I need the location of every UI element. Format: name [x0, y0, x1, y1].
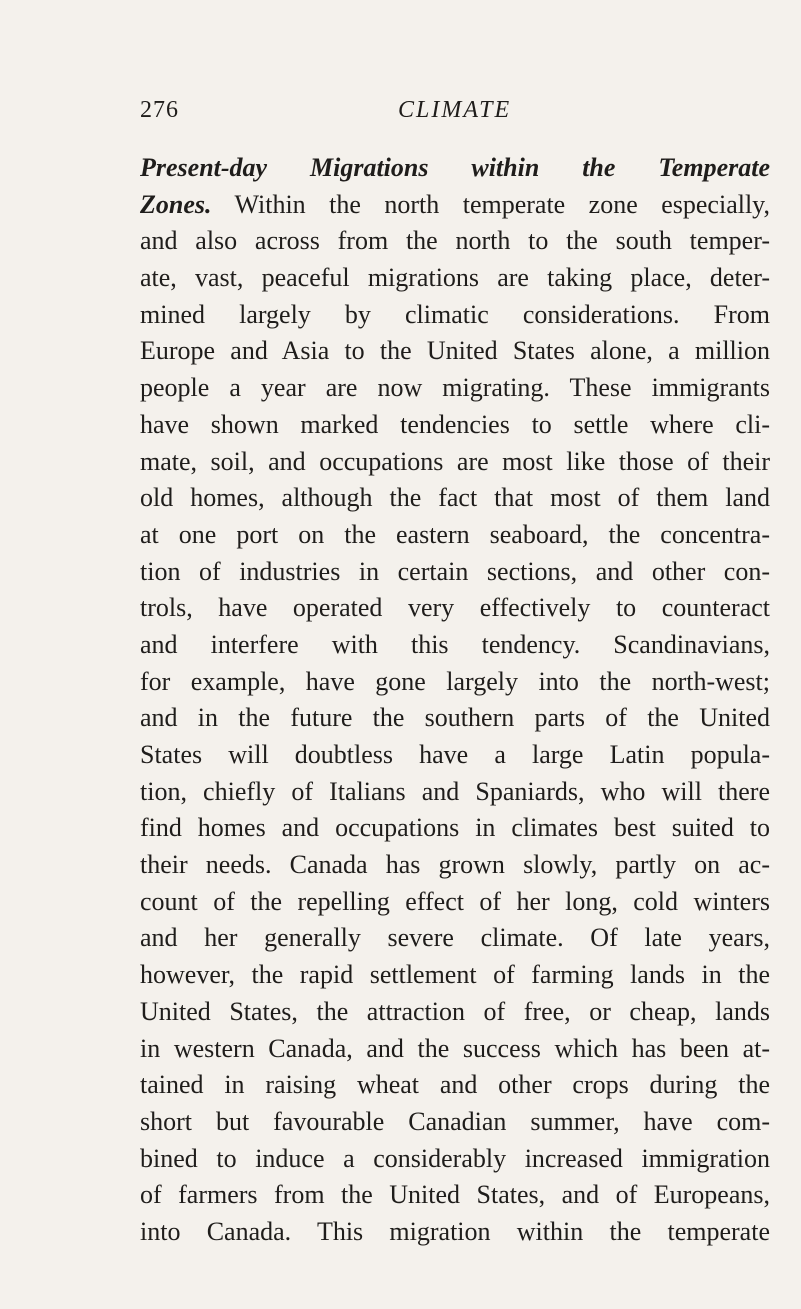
text-line: trols, have operated very effectively to counteract: [140, 593, 770, 623]
text-line: count of the repelling effect of her long, cold winters: [140, 886, 770, 916]
text-line: and her generally severe climate. Of late years,: [140, 923, 770, 953]
chapter-title: CLIMATE: [398, 97, 512, 123]
text-line: their needs. Canada has grown slowly, partly on ac-: [140, 850, 770, 880]
page-number: 276: [140, 97, 179, 123]
text-line: ate, vast, peaceful migrations are taking place, deter-: [140, 263, 770, 293]
text-line: bined to induce a considerably increased immigration: [140, 1143, 770, 1173]
text-line: people a year are now migrating. These immigrants: [140, 373, 770, 403]
body-paragraph: [140, 150, 770, 1251]
text-line: tion of industries in certain sections, and other con-: [140, 556, 770, 586]
text-line: short but favourable Canadian summer, have com-: [140, 1106, 770, 1136]
text-line: into Canada. This migration within the temperate: [140, 1216, 770, 1246]
text-line: have shown marked tendencies to settle where cli-: [140, 409, 770, 439]
first-line-text: Within the north temperate zone especially,: [234, 189, 770, 219]
text-line: mined largely by climatic considerations. From: [140, 299, 770, 329]
text-line: Europe and Asia to the United States alone, a million: [140, 336, 770, 366]
text-line: and interfere with this tendency. Scandinavians,: [140, 629, 770, 659]
text-line: [140, 150, 770, 187]
text-line: old homes, although the fact that most of them land: [140, 483, 770, 513]
text-line: for example, have gone largely into the north-west;: [140, 666, 770, 696]
text-line: tion, chiefly of Italians and Spaniards, who will there: [140, 776, 770, 806]
text-line: United States, the attraction of free, or cheap, lands: [140, 996, 770, 1026]
text-line: of farmers from the United States, and of Europeans,: [140, 1180, 770, 1210]
text-line: tained in raising wheat and other crops during the: [140, 1070, 770, 1100]
section-title: Present-day Migrations within the Temperate: [140, 153, 770, 182]
text-line: [140, 187, 770, 224]
text-line: however, the rapid settlement of farming lands in the: [140, 960, 770, 990]
text-line: and also across from the north to the south temper-: [140, 226, 770, 256]
running-head: [140, 92, 770, 128]
section-title-continued: Zones.: [140, 189, 212, 219]
text-line: in western Canada, and the success which has been at-: [140, 1033, 770, 1063]
text-line: at one port on the eastern seaboard, the concentra-: [140, 519, 770, 549]
text-line: and in the future the southern parts of the United: [140, 703, 770, 733]
text-line: States will doubtless have a large Latin popula-: [140, 740, 770, 769]
text-line: find homes and occupations in climates best suited to: [140, 813, 770, 843]
text-line: mate, soil, and occupations are most like those of their: [140, 446, 770, 476]
